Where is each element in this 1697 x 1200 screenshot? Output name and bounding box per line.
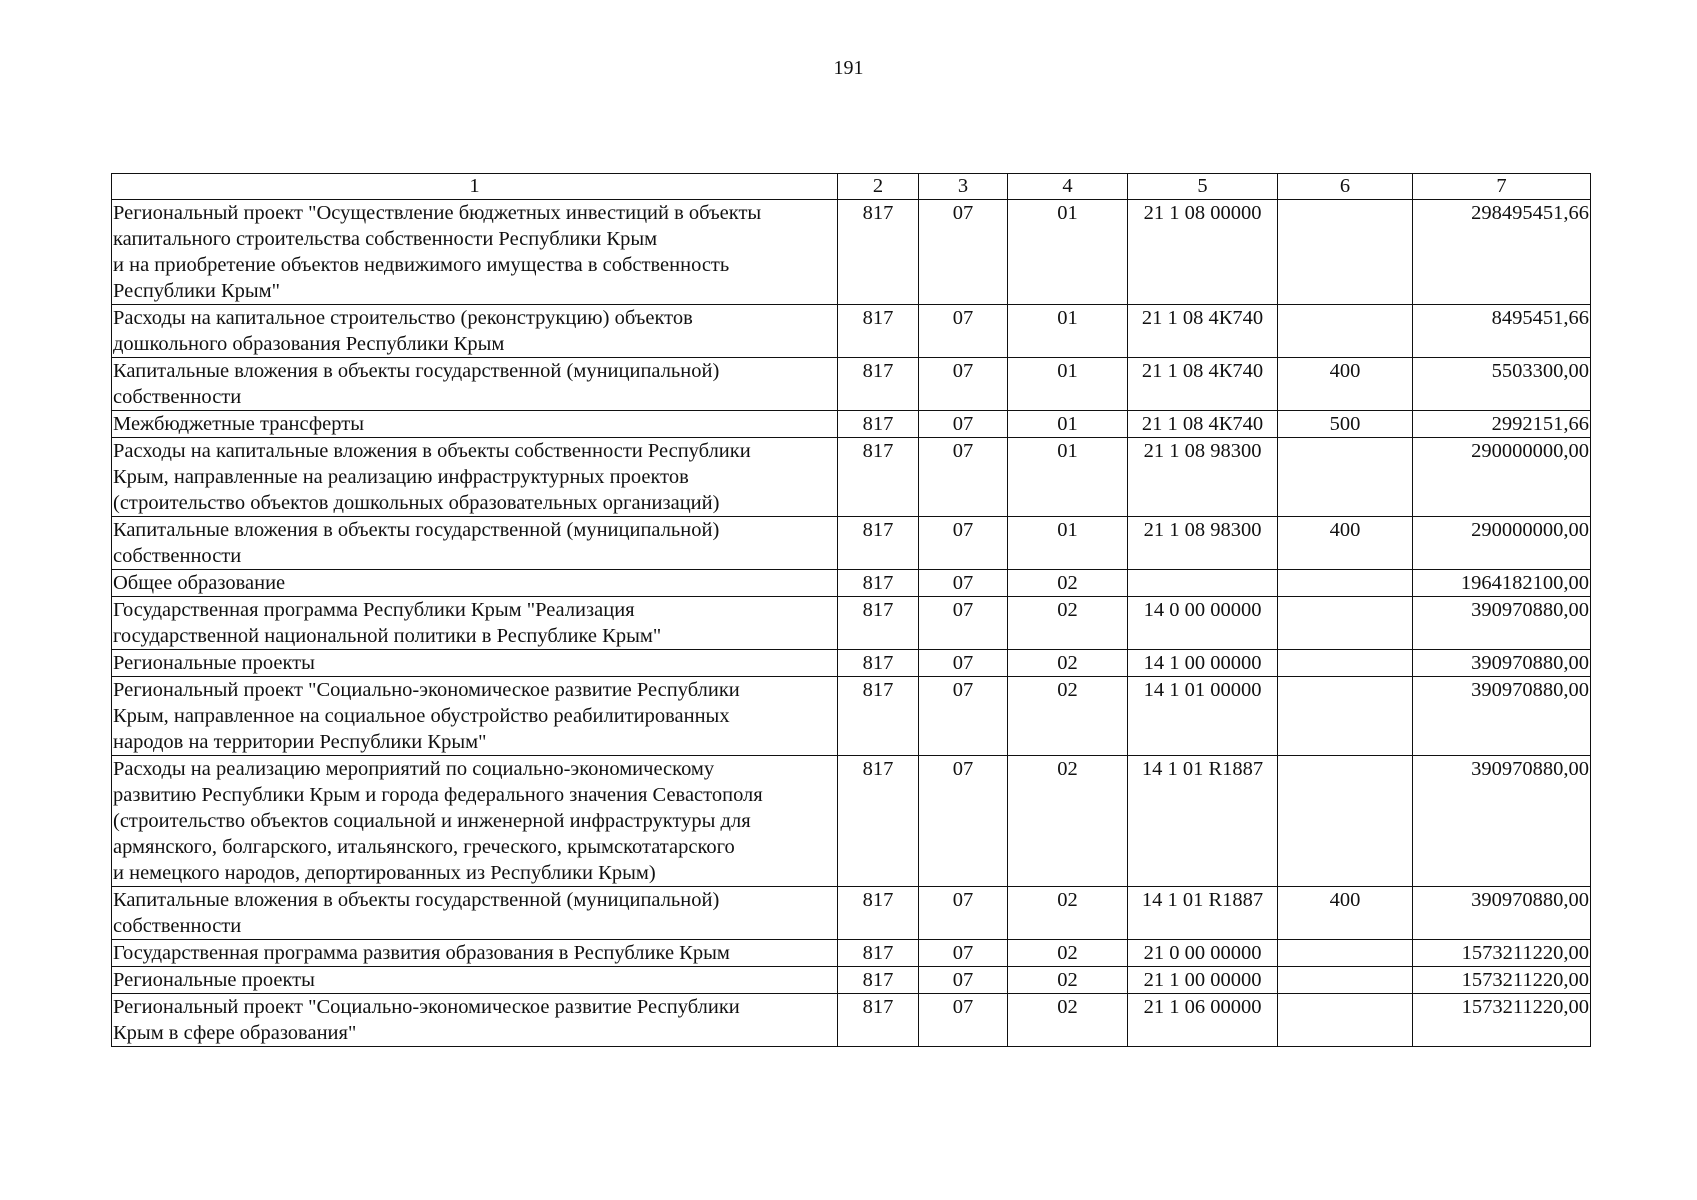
row-subsection-cell: 02 [1008, 597, 1128, 650]
row-target-article-cell: 14 1 01 R1887 [1128, 756, 1278, 887]
row-section-cell: 07 [919, 570, 1008, 597]
row-target-article-cell: 14 1 01 R1887 [1128, 887, 1278, 940]
row-section-cell: 07 [919, 967, 1008, 994]
table-row [112, 411, 1591, 438]
row-target-article-cell: 14 0 00 00000 [1128, 597, 1278, 650]
header-row [112, 174, 1591, 200]
row-name-cell: Региональный проект "Социально-экономическое развитие Республики Крым, направленное на социальное обустройство реабилитированных народов на территории Республики Крым" [112, 677, 838, 756]
row-target-article-cell: 21 1 00 00000 [1128, 967, 1278, 994]
table-row [112, 305, 1591, 358]
row-section-cell: 07 [919, 597, 1008, 650]
row-expense-type-cell [1278, 994, 1413, 1047]
row-expense-type-cell: 500 [1278, 411, 1413, 438]
row-amount-cell: 8495451,66 [1413, 305, 1591, 358]
row-amount-cell: 390970880,00 [1413, 677, 1591, 756]
row-target-article-cell [1128, 570, 1278, 597]
row-target-article-cell: 21 1 08 4К740 [1128, 411, 1278, 438]
row-expense-type-cell: 400 [1278, 358, 1413, 411]
row-name-cell: Расходы на капитальное строительство (реконструкцию) объектов дошкольного образования Республики Крым [112, 305, 838, 358]
row-expense-type-cell [1278, 200, 1413, 305]
row-grbs-cell: 817 [838, 438, 919, 517]
table-row [112, 200, 1591, 305]
row-name-cell: Капитальные вложения в объекты государственной (муниципальной) собственности [112, 887, 838, 940]
column-header: 1 [112, 174, 838, 200]
row-grbs-cell: 817 [838, 887, 919, 940]
row-target-article-cell: 21 1 08 98300 [1128, 438, 1278, 517]
row-target-article-cell: 14 1 01 00000 [1128, 677, 1278, 756]
row-grbs-cell: 817 [838, 411, 919, 438]
row-grbs-cell: 817 [838, 940, 919, 967]
row-amount-cell: 2992151,66 [1413, 411, 1591, 438]
column-header: 4 [1008, 174, 1128, 200]
row-name-cell: Региональные проекты [112, 967, 838, 994]
table-row [112, 438, 1591, 517]
table-body [112, 200, 1591, 1047]
row-amount-cell: 5503300,00 [1413, 358, 1591, 411]
column-header: 5 [1128, 174, 1278, 200]
row-expense-type-cell [1278, 756, 1413, 887]
row-expense-type-cell: 400 [1278, 517, 1413, 570]
row-amount-cell: 290000000,00 [1413, 517, 1591, 570]
row-amount-cell: 298495451,66 [1413, 200, 1591, 305]
row-name-cell: Расходы на реализацию мероприятий по социально-экономическому развитию Республики Крым и города федерального значения Севастополя (строительство объектов социальной и инженерной инфраструктуры для армянского, болгарского, итальянского, греческого, крымскотатарского и немецкого народов, депортированных из Республики Крым) [112, 756, 838, 887]
row-name-cell: Межбюджетные трансферты [112, 411, 838, 438]
row-subsection-cell: 02 [1008, 967, 1128, 994]
table-row [112, 756, 1591, 887]
row-amount-cell: 290000000,00 [1413, 438, 1591, 517]
row-amount-cell: 1964182100,00 [1413, 570, 1591, 597]
row-name-cell: Капитальные вложения в объекты государственной (муниципальной) собственности [112, 517, 838, 570]
row-subsection-cell: 02 [1008, 994, 1128, 1047]
table-row [112, 650, 1591, 677]
row-section-cell: 07 [919, 517, 1008, 570]
column-header: 6 [1278, 174, 1413, 200]
row-grbs-cell: 817 [838, 597, 919, 650]
row-grbs-cell: 817 [838, 517, 919, 570]
row-section-cell: 07 [919, 438, 1008, 517]
row-amount-cell: 1573211220,00 [1413, 940, 1591, 967]
row-subsection-cell: 02 [1008, 756, 1128, 887]
row-subsection-cell: 02 [1008, 650, 1128, 677]
row-grbs-cell: 817 [838, 650, 919, 677]
row-amount-cell: 1573211220,00 [1413, 994, 1591, 1047]
row-subsection-cell: 02 [1008, 570, 1128, 597]
row-target-article-cell: 21 1 08 4К740 [1128, 305, 1278, 358]
row-subsection-cell: 01 [1008, 358, 1128, 411]
row-target-article-cell: 21 1 08 00000 [1128, 200, 1278, 305]
row-grbs-cell: 817 [838, 994, 919, 1047]
row-name-cell: Региональный проект "Социально-экономическое развитие Республики Крым в сфере образования" [112, 994, 838, 1047]
row-subsection-cell: 01 [1008, 411, 1128, 438]
row-subsection-cell: 02 [1008, 887, 1128, 940]
row-section-cell: 07 [919, 887, 1008, 940]
row-expense-type-cell [1278, 940, 1413, 967]
column-header: 3 [919, 174, 1008, 200]
row-section-cell: 07 [919, 756, 1008, 887]
budget-table [111, 173, 1591, 1047]
row-subsection-cell: 01 [1008, 438, 1128, 517]
row-subsection-cell: 02 [1008, 677, 1128, 756]
table-row [112, 677, 1591, 756]
row-target-article-cell: 21 0 00 00000 [1128, 940, 1278, 967]
row-grbs-cell: 817 [838, 756, 919, 887]
row-target-article-cell: 21 1 08 4К740 [1128, 358, 1278, 411]
column-header: 2 [838, 174, 919, 200]
row-section-cell: 07 [919, 650, 1008, 677]
row-section-cell: 07 [919, 677, 1008, 756]
row-amount-cell: 390970880,00 [1413, 756, 1591, 887]
row-grbs-cell: 817 [838, 358, 919, 411]
table-row [112, 994, 1591, 1047]
row-expense-type-cell [1278, 305, 1413, 358]
column-header: 7 [1413, 174, 1591, 200]
row-name-cell: Государственная программа Республики Крым "Реализация государственной национальной политики в Республике Крым" [112, 597, 838, 650]
row-section-cell: 07 [919, 994, 1008, 1047]
row-expense-type-cell [1278, 438, 1413, 517]
row-target-article-cell: 21 1 08 98300 [1128, 517, 1278, 570]
row-name-cell: Капитальные вложения в объекты государственной (муниципальной) собственности [112, 358, 838, 411]
row-name-cell: Государственная программа развития образования в Республике Крым [112, 940, 838, 967]
row-name-cell: Региональные проекты [112, 650, 838, 677]
row-amount-cell: 390970880,00 [1413, 650, 1591, 677]
row-expense-type-cell [1278, 650, 1413, 677]
table-row [112, 570, 1591, 597]
row-expense-type-cell [1278, 677, 1413, 756]
row-target-article-cell: 14 1 00 00000 [1128, 650, 1278, 677]
row-grbs-cell: 817 [838, 967, 919, 994]
row-amount-cell: 1573211220,00 [1413, 967, 1591, 994]
row-expense-type-cell [1278, 597, 1413, 650]
row-grbs-cell: 817 [838, 570, 919, 597]
row-expense-type-cell [1278, 570, 1413, 597]
page-number: 191 [833, 57, 864, 79]
row-grbs-cell: 817 [838, 200, 919, 305]
row-grbs-cell: 817 [838, 305, 919, 358]
row-subsection-cell: 01 [1008, 517, 1128, 570]
row-name-cell: Общее образование [112, 570, 838, 597]
table-row [112, 517, 1591, 570]
row-grbs-cell: 817 [838, 677, 919, 756]
row-subsection-cell: 01 [1008, 305, 1128, 358]
row-section-cell: 07 [919, 411, 1008, 438]
row-target-article-cell: 21 1 06 00000 [1128, 994, 1278, 1047]
row-subsection-cell: 01 [1008, 200, 1128, 305]
table-row [112, 597, 1591, 650]
row-section-cell: 07 [919, 358, 1008, 411]
row-section-cell: 07 [919, 940, 1008, 967]
table-row [112, 940, 1591, 967]
row-expense-type-cell: 400 [1278, 887, 1413, 940]
row-amount-cell: 390970880,00 [1413, 597, 1591, 650]
row-section-cell: 07 [919, 305, 1008, 358]
table-row [112, 967, 1591, 994]
row-name-cell: Региональный проект "Осуществление бюджетных инвестиций в объекты капитального строительства собственности Республики Крым и на приобретение объектов недвижимого имущества в собственность Республики Крым" [112, 200, 838, 305]
table-row [112, 887, 1591, 940]
row-section-cell: 07 [919, 200, 1008, 305]
row-expense-type-cell [1278, 967, 1413, 994]
row-subsection-cell: 02 [1008, 940, 1128, 967]
table-row [112, 358, 1591, 411]
row-name-cell: Расходы на капитальные вложения в объекты собственности Республики Крым, направленные на реализацию инфраструктурных проектов (строительство объектов дошкольных образовательных организаций) [112, 438, 838, 517]
row-amount-cell: 390970880,00 [1413, 887, 1591, 940]
